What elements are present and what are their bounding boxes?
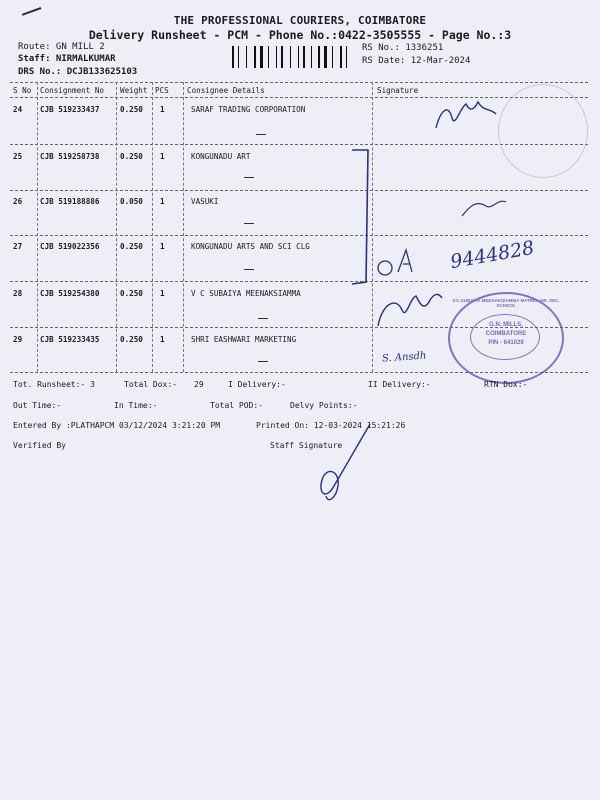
stamp-line-1: G.N. MILLS, xyxy=(489,322,523,328)
row-consignee: KONGUNADU ARTS AND SCI CLG xyxy=(191,242,310,251)
row-consignment: CJB 519233437 xyxy=(40,105,100,114)
out-time-label: Out Time:- xyxy=(13,401,62,410)
signature-row-26 xyxy=(462,201,506,216)
entered-by: Entered By :PLATHAPCM 03/12/2024 3:21:20 PM xyxy=(13,421,221,430)
row-weight: 0.050 xyxy=(120,197,143,206)
verified-by-label: Verified By xyxy=(13,441,66,450)
total-dox-label: Total Dox:- xyxy=(124,380,177,389)
row-consignment: CJB 519022356 xyxy=(40,242,100,251)
rs-number: RS No.: 1336251 xyxy=(362,43,444,53)
row-pcs: 1 xyxy=(160,335,165,344)
handwritten-name: S. Ansdh xyxy=(381,350,427,365)
row-consignment: CJB 519258738 xyxy=(40,152,100,161)
signature-row-24 xyxy=(436,102,496,128)
col-header-pcs: PCS xyxy=(155,86,169,95)
company-title: THE PROFESSIONAL COURIERS, COIMBATORE xyxy=(173,14,427,27)
row-consignment: CJB 519188886 xyxy=(40,197,100,206)
delvy-points-label: Delvy Points:- xyxy=(290,401,358,410)
stamp-line-3: PIN - 641029 xyxy=(488,340,524,346)
runsheet-subtitle: Delivery Runsheet - PCM - Phone No.:0422-3505555 - Page No.:3 xyxy=(88,28,512,42)
row-consignee: SHRI EASHWARI MARKETING xyxy=(191,335,297,344)
route-label: Route: GN MILL 2 xyxy=(18,42,105,52)
row-weight: 0.250 xyxy=(120,105,143,114)
row-consignment: CJB 519233435 xyxy=(40,335,100,344)
row-weight: 0.250 xyxy=(120,152,143,161)
stamp-inner-ring xyxy=(470,314,540,360)
row-sno: 28 xyxy=(13,289,23,298)
signature-row-27 xyxy=(398,250,412,272)
stamp-line-2: COIMBATORE xyxy=(485,331,527,337)
row-consignment: CJB 519254380 xyxy=(40,289,100,298)
printed-on: Printed On: 12-03-2024 15:21:26 xyxy=(256,421,406,430)
staff-label: Staff: NIRMALKUMAR xyxy=(18,54,116,64)
in-time-label: In Time:- xyxy=(114,401,158,410)
row-pcs: 1 xyxy=(160,152,165,161)
school-stamp xyxy=(448,292,564,384)
drs-label: DRS No.: DCJB133625103 xyxy=(18,67,138,77)
ii-delivery-label: II Delivery:- xyxy=(368,380,431,389)
handwritten-phone: 9444828 xyxy=(448,236,536,274)
signature-row-28 xyxy=(378,294,442,326)
row-sno: 26 xyxy=(13,197,23,206)
row-consignee: SARAF TRADING CORPORATION xyxy=(191,105,306,114)
row-pcs: 1 xyxy=(160,242,165,251)
bracket-mark xyxy=(352,150,368,284)
row-pcs: 1 xyxy=(160,289,165,298)
col-header-sno: S No xyxy=(13,86,32,95)
rtn-dox-label: RTN Dox:- xyxy=(484,380,528,389)
row-weight: 0.250 xyxy=(120,242,143,251)
row-sno: 25 xyxy=(13,152,23,161)
row-weight: 0.250 xyxy=(120,289,143,298)
staff-signature-mark xyxy=(321,424,370,500)
col-header-weight: Weight xyxy=(120,86,148,95)
row-sno: 29 xyxy=(13,335,23,344)
total-pod-label: Total POD:- xyxy=(210,401,263,410)
row-consignee: VASUKI xyxy=(191,197,219,206)
row-pcs: 1 xyxy=(160,197,165,206)
row-weight: 0.250 xyxy=(120,335,143,344)
row-pcs: 1 xyxy=(160,105,165,114)
col-header-consignee: Consignee Details xyxy=(187,86,265,95)
col-header-consignment: Consignment No xyxy=(40,86,105,95)
row-sno: 27 xyxy=(13,242,23,251)
staff-signature-label: Staff Signature xyxy=(270,441,343,450)
faint-stamp xyxy=(498,84,588,178)
signature-circle xyxy=(378,261,392,275)
stamp-ring-text: V.C.SUBAIYA MEENAKSIAMMA MATRIC. HR. SEC. SCHOOL xyxy=(452,298,560,308)
tot-runsheet: Tot. Runsheet:- 3 xyxy=(13,380,95,389)
row-consignee: KONGUNADU ART xyxy=(191,152,251,161)
rs-date: RS Date: 12-Mar-2024 xyxy=(362,56,471,66)
i-delivery-label: I Delivery:- xyxy=(228,380,286,389)
total-dox-value: 29 xyxy=(194,380,204,389)
col-header-signature: Signature xyxy=(377,86,419,95)
row-sno: 24 xyxy=(13,105,23,114)
row-consignee: V C SUBAIYA MEENAKSIAMMA xyxy=(191,289,301,298)
